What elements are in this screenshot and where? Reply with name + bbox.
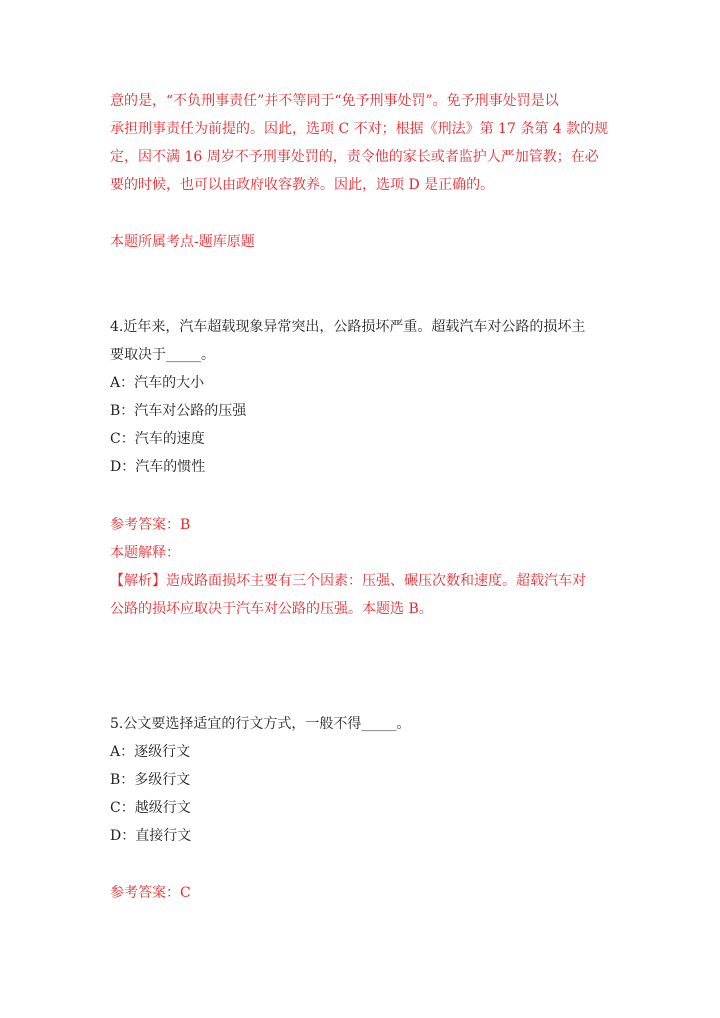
option-d: D：直接行文 — [110, 828, 192, 844]
question-5-answer-block — [110, 879, 615, 907]
question-stem-line: 要取决于_____。 — [110, 347, 215, 363]
category-text: 本题所属考点-题库原题 — [110, 234, 255, 250]
explanation-line: 【解析】造成路面损坏主要有三个因素：压强、碾压次数和速度。超载汽车对 — [110, 573, 586, 589]
question-4-answer-block — [110, 511, 615, 623]
answer-text: 参考答案：C — [110, 885, 191, 901]
q3-category — [110, 228, 615, 256]
explanation-line: 公路的损坏应取决于汽车对公路的压强。本题选 B。 — [110, 601, 433, 617]
option-a: A：逐级行文 — [110, 744, 191, 760]
question-5 — [110, 710, 615, 850]
q3-explanation — [110, 87, 615, 199]
explanation-line: 承担刑事责任为前提的。因此，选项 C 不对；根据《刑法》第 17 条第 4 款的规 — [110, 121, 609, 137]
explanation-line: 要的时候，也可以由政府收容教养。因此，选项 D 是正确的。 — [110, 177, 495, 193]
option-b: B：多级行文 — [110, 772, 191, 788]
option-c: C：汽车的速度 — [110, 431, 205, 447]
question-4 — [110, 313, 615, 481]
option-a: A：汽车的大小 — [110, 375, 205, 391]
option-b: B：汽车对公路的压强 — [110, 403, 247, 419]
option-c: C：越级行文 — [110, 800, 191, 816]
explanation-line: 定，因不满 16 周岁不予刑事处罚的，责令他的家长或者监护人严加管教；在必 — [110, 149, 599, 165]
explain-label: 本题解释： — [110, 545, 180, 561]
question-stem-line: 4.近年来，汽车超载现象异常突出，公路损坏严重。超载汽车对公路的损坏主 — [110, 319, 586, 335]
question-stem-line: 5.公文要选择适宜的行文方式，一般不得_____。 — [110, 716, 411, 732]
option-d: D：汽车的惯性 — [110, 459, 206, 475]
answer-text: 参考答案：B — [110, 517, 191, 533]
explanation-line: 意的是，“不负刑事责任”并不等同于“免予刑事处罚”。免予刑事处罚是以 — [110, 93, 559, 109]
